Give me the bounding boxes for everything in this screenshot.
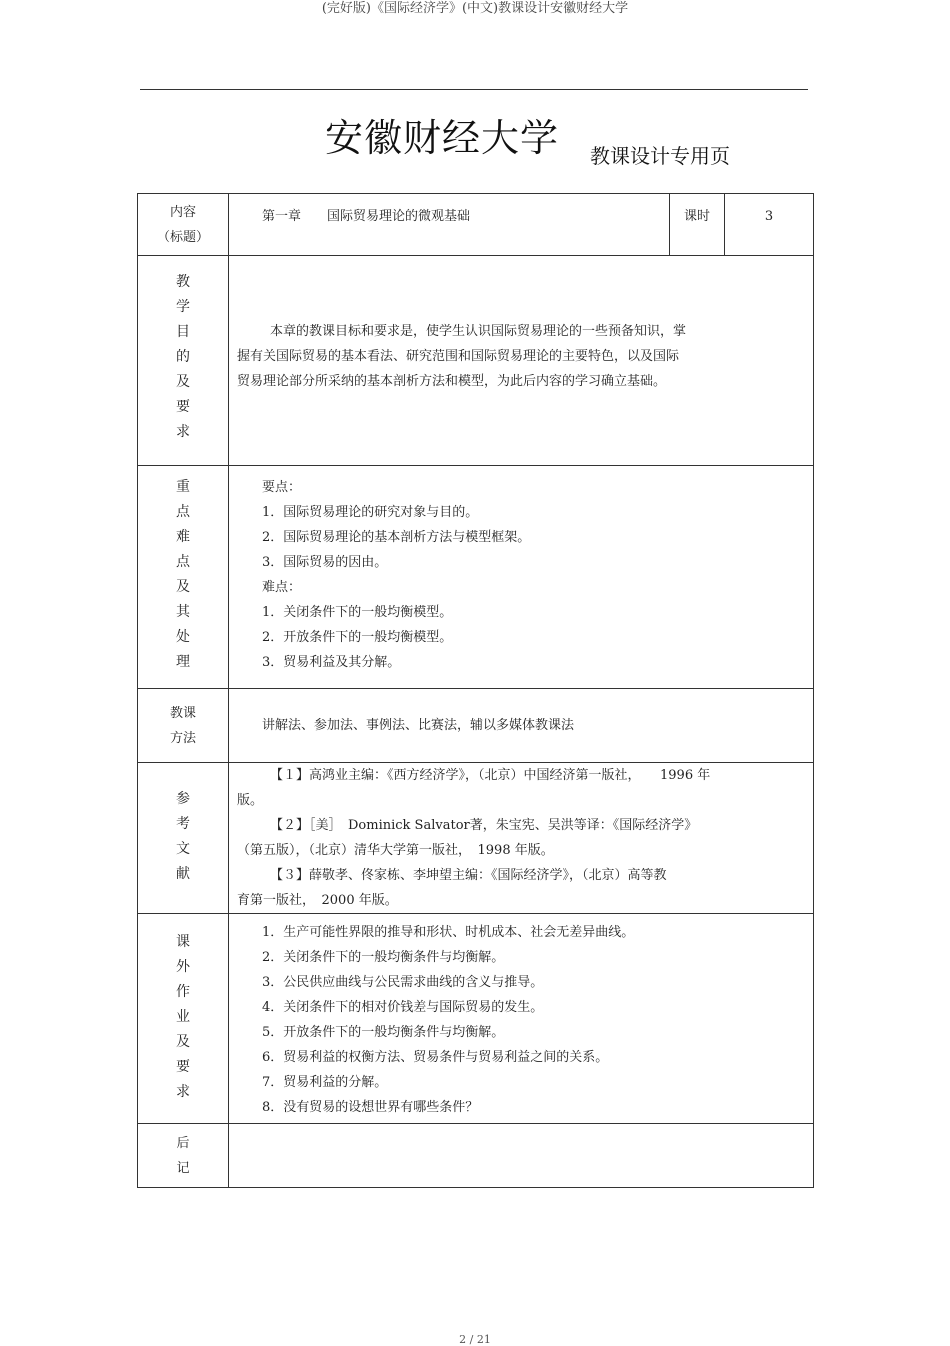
reference-line: （第五版），（北京）清华大学第一版社， 1998 年版。 — [237, 843, 554, 858]
postscript-label-cell — [138, 1124, 229, 1188]
page-number: 2 / 21 — [459, 1333, 491, 1346]
homework-label-char: 要 — [176, 1059, 190, 1075]
postscript-content-cell — [229, 1124, 814, 1188]
references-label-char: 参 — [176, 791, 190, 807]
method-row — [138, 689, 814, 763]
objectives-row — [138, 256, 814, 466]
keypoints-label-char: 点 — [176, 504, 190, 520]
homework-item: 4．关闭条件下的相对价钱差与国际贸易的发生。 — [262, 1000, 544, 1015]
chapter-title: 第一章 国际贸易理论的微观基础 — [262, 209, 471, 224]
keypoints-label-char: 其 — [176, 604, 190, 620]
method-label-line1: 教课 — [169, 705, 196, 721]
homework-label-char: 课 — [176, 934, 190, 950]
references-row — [138, 763, 814, 914]
objectives-line: 本章的教课目标和要求是，使学生认识国际贸易理论的一些预备知识，掌 — [270, 324, 687, 339]
reference-line: 【２】［美］ Dominick Salvator著，朱宝宪、吴洪等译：《国际经济学》 — [270, 818, 698, 833]
objectives-label-char: 目 — [176, 324, 190, 340]
keypoints-row — [138, 466, 814, 689]
method-text: 讲解法、参加法、事例法、比赛法，辅以多媒体教课法 — [262, 718, 575, 733]
references-label-char: 献 — [176, 866, 190, 882]
homework-item: 3．公民供应曲线与公民需求曲线的含义与推导。 — [262, 975, 544, 990]
difficulty-heading: 难点： — [262, 580, 302, 595]
objectives-label-char: 的 — [176, 349, 190, 365]
difficulty-item: 3．贸易利益及其分解。 — [262, 655, 401, 670]
references-label-char: 考 — [176, 816, 190, 832]
homework-item: 5．开放条件下的一般均衡条件与均衡解。 — [262, 1025, 505, 1040]
homework-label-char: 外 — [176, 959, 190, 975]
objectives-label-char: 及 — [176, 374, 190, 390]
postscript-label-line2: 记 — [176, 1160, 190, 1176]
document-header-title: (完好版)《国际经济学》(中文)教课设计安徽财经大学 — [321, 1, 629, 16]
chapter-cell — [229, 194, 670, 256]
references-label-cell — [138, 763, 229, 914]
objectives-content-cell — [229, 256, 814, 466]
objectives-line: 贸易理论部分所采纳的基本剖析方法和模型，为此后内容的学习确立基础。 — [237, 374, 667, 389]
objectives-line: 握有关国际贸易的基本看法、研究范围和国际贸易理论的主要特色，以及国际 — [237, 349, 680, 364]
method-label-cell — [138, 689, 229, 763]
title-label-line1: 内容 — [169, 204, 196, 220]
title-label-cell — [138, 194, 229, 256]
hours-value: 3 — [764, 209, 774, 224]
homework-item: 2．关闭条件下的一般均衡条件与均衡解。 — [262, 950, 505, 965]
reference-line: 【１】高鸿业主编：《西方经济学》，（北京）中国经济第一版社， 1996 年 — [270, 768, 711, 783]
homework-item: 1．生产可能性界限的推导和形状、时机成本、社会无差异曲线。 — [262, 925, 635, 940]
objectives-label-char: 要 — [176, 399, 190, 415]
references-label-char: 文 — [176, 841, 190, 857]
reference-line: 【３】薛敬孝、佟家栋、李坤望主编：《国际经济学》，（北京）高等教 — [270, 868, 667, 883]
objectives-label-cell — [138, 256, 229, 466]
lesson-plan-table — [137, 193, 814, 1188]
homework-label-char: 业 — [176, 1009, 190, 1025]
homework-label-char: 及 — [176, 1034, 190, 1050]
objectives-label-char: 教 — [176, 274, 190, 290]
keypoints-label-char: 理 — [176, 654, 190, 670]
homework-item: 6．贸易利益的权衡方法、贸易条件与贸易利益之间的关系。 — [262, 1050, 609, 1065]
homework-item: 8．没有贸易的设想世界有哪些条件？ — [262, 1100, 479, 1115]
homework-item: 7．贸易利益的分解。 — [262, 1075, 388, 1090]
reference-line: 育第一版社， 2000 年版。 — [237, 893, 398, 908]
homework-label-cell — [138, 914, 229, 1124]
key-item: 2．国际贸易理论的基本剖析方法与模型框架。 — [262, 530, 531, 545]
keypoints-label-char: 及 — [176, 579, 190, 595]
references-content-cell — [229, 763, 814, 914]
homework-content-cell — [229, 914, 814, 1124]
difficulty-item: 2．开放条件下的一般均衡模型。 — [262, 630, 453, 645]
title-label-line2: （标题） — [156, 229, 209, 245]
method-content-cell — [229, 689, 814, 763]
title-row — [138, 194, 814, 256]
keypoints-label-char: 难 — [176, 529, 190, 545]
keypoints-label-cell — [138, 466, 229, 689]
postscript-label-line1: 后 — [176, 1135, 190, 1151]
keypoints-label-char: 点 — [176, 554, 190, 570]
hours-value-cell — [725, 194, 814, 256]
university-name: 安徽财经大学 — [325, 116, 560, 160]
hours-label: 课时 — [683, 209, 710, 224]
header-rule — [140, 89, 808, 90]
key-item: 1．国际贸易理论的研究对象与目的。 — [262, 505, 479, 520]
keypoints-label-char: 处 — [176, 629, 190, 645]
page-subtitle: 教课设计专用页 — [590, 144, 730, 168]
key-heading: 要点： — [262, 480, 302, 495]
key-item: 3．国际贸易的因由。 — [262, 555, 388, 570]
objectives-label-char: 求 — [176, 424, 190, 440]
homework-label-char: 求 — [176, 1084, 190, 1100]
reference-line: 版。 — [237, 793, 264, 808]
keypoints-content-cell — [229, 466, 814, 689]
homework-label-char: 作 — [176, 984, 190, 1000]
keypoints-label-char: 重 — [176, 479, 190, 495]
method-label-line2: 方法 — [169, 730, 196, 746]
hours-label-cell — [670, 194, 725, 256]
difficulty-item: 1．关闭条件下的一般均衡模型。 — [262, 605, 453, 620]
postscript-row — [138, 1124, 814, 1188]
objectives-label-char: 学 — [176, 299, 190, 315]
homework-row — [138, 914, 814, 1124]
